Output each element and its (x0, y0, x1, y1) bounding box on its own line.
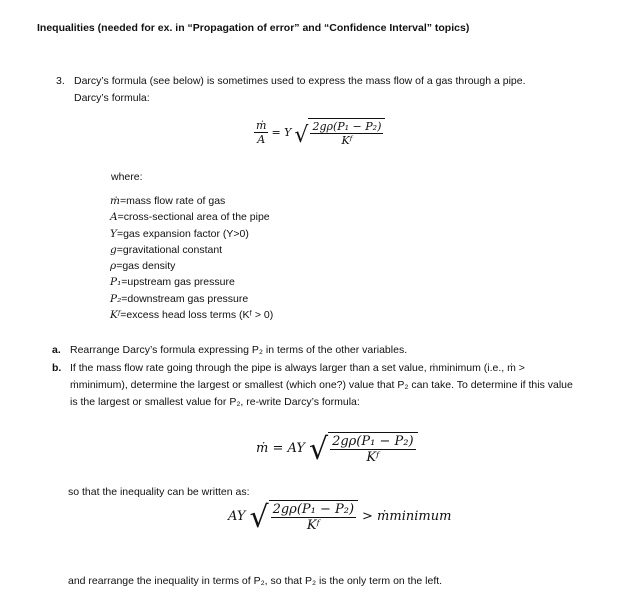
problem-number: 3. (56, 75, 65, 87)
definition-item: g=gravitational constant (110, 243, 223, 256)
eq2-numerator: 2gρ(P₁ − P₂) (332, 434, 414, 449)
eq2-denominator: Kᶠ (366, 450, 380, 465)
definition-item: Kᶠ=excess head loss terms (Kᶠ > 0) (110, 309, 274, 322)
part-b-line3: is the largest or smallest value for P₂, re-write Darcy’s formula: (70, 396, 360, 408)
definition-item: P₁=upstream gas pressure (110, 276, 235, 289)
definition-item: ṁ=mass flow rate of gas (110, 195, 226, 207)
inequality (228, 500, 451, 533)
where-label: where: (111, 171, 143, 183)
eq1-lhs-denominator: A (257, 133, 266, 146)
problem-intro: Darcy’s formula (see below) is sometimes used to express the mass flow of a gas through a pipe. (74, 75, 526, 87)
eq1-denominator: Kᶠ (341, 134, 353, 147)
eq3-numerator: 2gρ(P₁ − P₂) (272, 502, 355, 517)
part-b-label: b. (52, 362, 62, 374)
part-a-text: Rearrange Darcy’s formula expressing P₂ in terms of the other variables. (70, 344, 408, 356)
eq1-lhs-numerator: ṁ (256, 119, 267, 132)
final-instruction: and rearrange the inequality in terms of P₂, so that P₂ is the only term on the left. (68, 575, 443, 587)
so-that-text: so that the inequality can be written as: (68, 486, 250, 498)
definition-item: Y=gas expansion factor (Y>0) (110, 227, 249, 240)
part-a-label: a. (52, 344, 61, 356)
definition-item: ρ=gas density (110, 260, 176, 273)
darcy-formula (254, 118, 385, 147)
definition-item: A=cross-sectional area of the pipe (110, 211, 270, 224)
eq3-rhs: > ṁminimum (362, 509, 452, 524)
definition-item: P₂=downstream gas pressure (110, 292, 249, 305)
sqrt-icon: √ (308, 432, 329, 467)
eq2-lhs: ṁ = AY (256, 441, 305, 456)
sqrt-icon: √ (249, 500, 269, 535)
part-b-line2: ṁminimum), determine the largest or smallest (which one?) value that P₂ can take. To determine if this value (70, 379, 573, 391)
part-b-line1: If the mass flow rate going through the pipe is always larger than a set value, ṁminimum (i.e., ṁ > (70, 362, 525, 374)
formula-label: Darcy’s formula: (74, 92, 150, 104)
page-title: Inequalities (needed for ex. in “Propagation of error” and “Confidence Interval” topics) (37, 22, 470, 34)
eq3-denominator: Kᶠ (306, 518, 320, 533)
rewritten-formula (256, 432, 418, 465)
sqrt-icon: √ (294, 123, 309, 148)
eq1-equals: = Y (271, 126, 292, 139)
definitions-list (110, 195, 273, 325)
eq1-numerator: 2gρ(P₁ − P₂) (312, 120, 382, 133)
eq3-lhs: AY (228, 509, 246, 524)
